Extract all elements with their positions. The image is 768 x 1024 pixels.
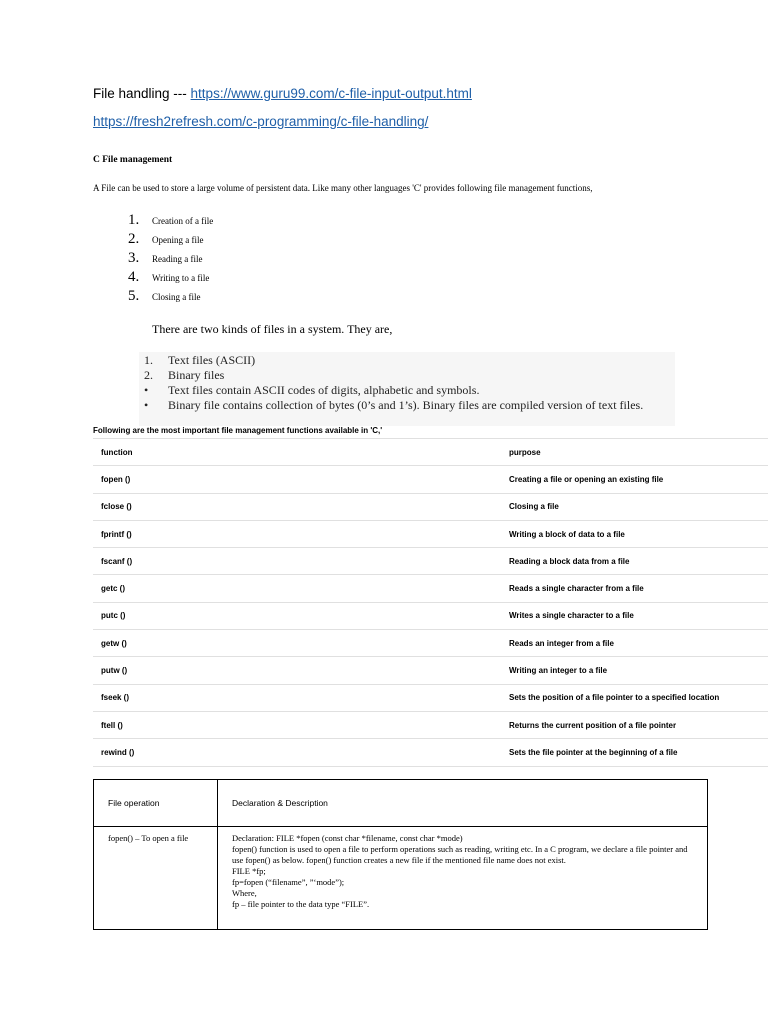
table-row [93, 630, 768, 657]
list-item: 4. Writing to a file [128, 269, 210, 285]
function-cell: fprintf () [93, 520, 501, 547]
table-row [93, 575, 768, 602]
table-row [93, 711, 768, 738]
reference-label: File handling --- [93, 86, 191, 101]
purpose-cell: Reads an integer from a file [501, 630, 768, 657]
function-cell: putc () [93, 602, 501, 629]
function-cell: putw () [93, 657, 501, 684]
purpose-cell: Writes a single character to a file [501, 602, 768, 629]
table-header-function: function [93, 439, 501, 466]
purpose-cell: Closing a file [501, 493, 768, 520]
list-item: • Binary file contains collection of bytes (0’s and 1’s). Binary files are compiled version of text files. [144, 398, 644, 412]
list-item: 1. Text files (ASCII) [144, 353, 256, 367]
purpose-cell: Returns the current position of a file pointer [501, 711, 768, 738]
purpose-cell: Writing a block of data to a file [501, 520, 768, 547]
purpose-cell: Creating a file or opening an existing file [501, 466, 768, 493]
function-cell: fseek () [93, 684, 501, 711]
description-line: fp – file pointer to the data type “FILE”. [232, 899, 370, 909]
purpose-cell: Reading a block data from a file [501, 548, 768, 575]
kinds-list [144, 353, 674, 413]
table-row [93, 520, 768, 547]
list-item: 1. Creation of a file [128, 212, 214, 228]
list-item: 2. Opening a file [128, 231, 204, 247]
table-row [93, 493, 768, 520]
management-list [128, 212, 213, 307]
list-item: • Text files contain ASCII codes of digits, alphabetic and symbols. [144, 383, 480, 397]
table-header-row [94, 780, 708, 827]
purpose-cell: Writing an integer to a file [501, 657, 768, 684]
fresh2refresh-link[interactable]: https://fresh2refresh.com/c-programming/c-file-handling/ [93, 114, 429, 129]
function-cell: fopen () [93, 466, 501, 493]
description-line: Declaration: FILE *fopen (const char *filename, const char *mode) [232, 833, 463, 843]
kinds-paragraph: There are two kinds of files in a system. They are, [152, 322, 393, 336]
reference-line-2 [93, 114, 428, 129]
table-header-declaration: Declaration & Description [218, 780, 708, 827]
section-title: C File management [93, 155, 173, 165]
reference-line-1 [93, 86, 472, 101]
purpose-cell: Sets the file pointer at the beginning of a file [501, 739, 768, 766]
description-line: Where, [232, 888, 257, 898]
function-cell: getw () [93, 630, 501, 657]
intro-paragraph: A File can be used to store a large volume of persistent data. Like many other languages 'C' provides following file management functions, [93, 183, 593, 193]
file-operations-table [93, 779, 708, 930]
table-header-row [93, 439, 768, 466]
table-header-file-operation: File operation [94, 780, 218, 827]
operation-cell: fopen() – To open a file [94, 827, 218, 930]
purpose-cell: Reads a single character from a file [501, 575, 768, 602]
table-row [93, 657, 768, 684]
description-line: FILE *fp; [232, 866, 266, 876]
table-row [93, 684, 768, 711]
table-row [93, 466, 768, 493]
table-row [93, 602, 768, 629]
table-header-purpose: purpose [501, 439, 768, 466]
list-item: 2. Binary files [144, 368, 225, 382]
description-line: fp=fopen (“filename”, ”‘mode”); [232, 877, 345, 887]
function-cell: getc () [93, 575, 501, 602]
description-line: fopen() function is used to open a file to perform operations such as reading, writing etc. In a C program, we declare a file pointer and use fopen() as below. fopen() function creates a new file if the mentioned file name does not exist. [232, 844, 690, 865]
table-row [93, 739, 768, 766]
functions-intro: Following are the most important file management functions available in 'C,' [93, 426, 383, 435]
table-row [94, 827, 708, 930]
function-cell: fscanf () [93, 548, 501, 575]
table-row [93, 548, 768, 575]
guru99-link[interactable]: https://www.guru99.com/c-file-input-output.html [190, 86, 472, 101]
function-cell: ftell () [93, 711, 501, 738]
function-cell: fclose () [93, 493, 501, 520]
description-cell [218, 827, 708, 930]
list-item: 5. Closing a file [128, 288, 201, 304]
functions-table [93, 438, 768, 767]
purpose-cell: Sets the position of a file pointer to a specified location [501, 684, 768, 711]
list-item: 3. Reading a file [128, 250, 203, 266]
function-cell: rewind () [93, 739, 501, 766]
